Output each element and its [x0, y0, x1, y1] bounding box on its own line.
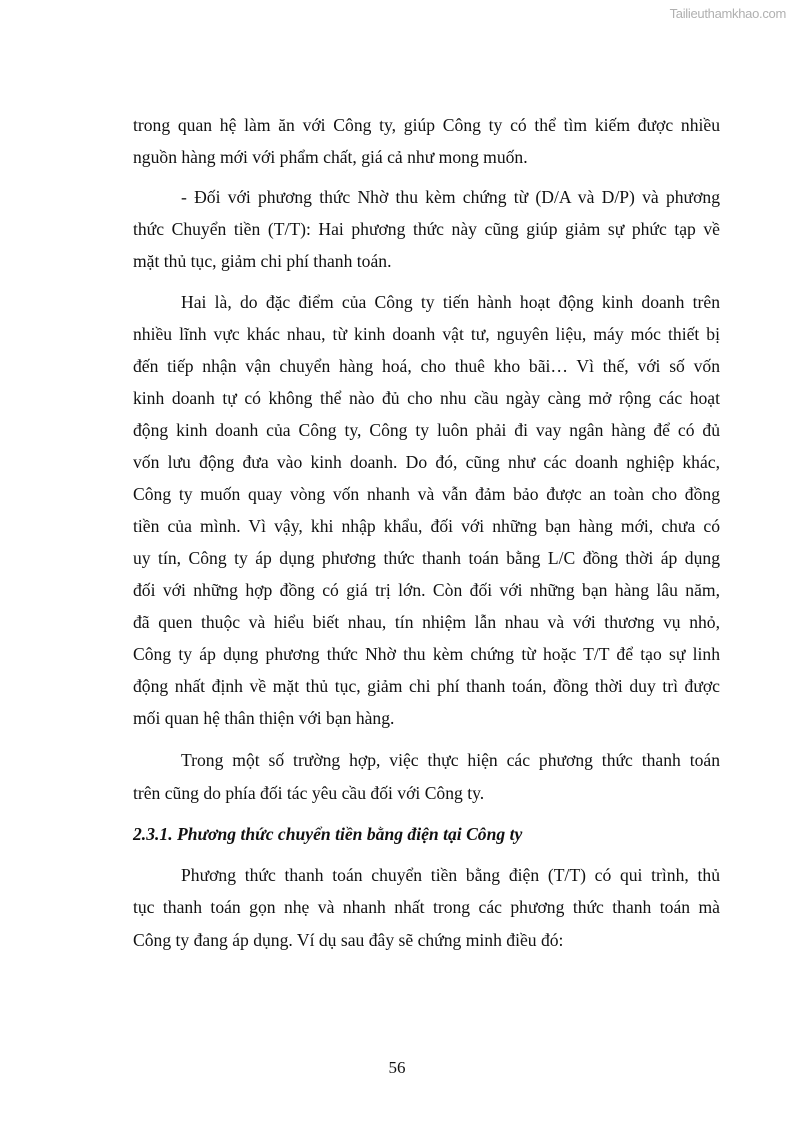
text-line: Phương thức thanh toán chuyển tiền bằng điện (T/T) có qui trình, thủ: [181, 865, 720, 885]
text-line: Công ty áp dụng phương thức Nhờ thu kèm chứng từ hoặc T/T để tạo sự linh: [133, 644, 720, 664]
page-number: 56: [388, 1058, 406, 1077]
text-line: đối với những hợp đồng có giá trị lớn. Còn đối với những bạn hàng lâu năm,: [133, 580, 720, 600]
watermark: Tailieuthamkhao.com: [669, 6, 786, 21]
text-line: kinh doanh tự có không thể nào đủ cho nhu cầu ngày càng mở rộng các hoạt: [133, 388, 720, 408]
text-line: vốn lưu động đưa vào kinh doanh. Do đó, cũng như các doanh nghiệp khác,: [133, 452, 720, 472]
text-line: trên cũng do phía đối tác yêu cầu đối với Công ty.: [133, 783, 485, 803]
text-line: Công ty đang áp dụng. Ví dụ sau đây sẽ chứng minh điều đó:: [133, 930, 564, 950]
text-line: nguồn hàng mới với phẩm chất, giá cả như mong muốn.: [133, 147, 528, 167]
text-line: động kinh doanh của Công ty, Công ty luôn phải đi vay ngân hàng để có đủ: [133, 420, 720, 440]
text-line: đến tiếp nhận vận chuyển hàng hoá, cho thuê kho bãi… Vì thế, với số vốn: [133, 356, 720, 376]
text-line: mặt thủ tục, giảm chi phí thanh toán.: [133, 251, 392, 271]
text-line: trong quan hệ làm ăn với Công ty, giúp Công ty có thể tìm kiếm được nhiều: [133, 115, 720, 135]
text-line: nhiều lĩnh vực khác nhau, từ kinh doanh vật tư, nguyên liệu, máy móc thiết bị: [133, 324, 720, 344]
text-line: mối quan hệ thân thiện với bạn hàng.: [133, 708, 395, 728]
text-line: Trong một số trường hợp, việc thực hiện các phương thức thanh toán: [181, 750, 720, 770]
section-heading: 2.3.1. Phương thức chuyển tiền bằng điện tại Công ty: [133, 824, 523, 844]
text-line: thức Chuyển tiền (T/T): Hai phương thức này cũng giúp giảm sự phức tạp về: [133, 219, 720, 239]
text-line: Công ty muốn quay vòng vốn nhanh và vẫn đảm bảo được an toàn cho đồng: [133, 484, 720, 504]
text-line: đã quen thuộc và hiểu biết nhau, tín nhiệm lẫn nhau và với thương vụ nhỏ,: [133, 612, 720, 632]
text-line: tiền của mình. Vì vậy, khi nhập khẩu, đối với những bạn hàng mới, chưa có: [133, 516, 720, 536]
text-line: - Đối với phương thức Nhờ thu kèm chứng từ (D/A và D/P) và phương: [181, 187, 720, 207]
text-line: tục thanh toán gọn nhẹ và nhanh nhất trong các phương thức thanh toán mà: [133, 897, 720, 917]
text-line: uy tín, Công ty áp dụng phương thức thanh toán bằng L/C đồng thời áp dụng: [133, 548, 720, 568]
text-line: động nhất định về mặt thủ tục, giảm chi phí thanh toán, đồng thời duy trì được: [133, 676, 720, 696]
text-line: Hai là, do đặc điểm của Công ty tiến hành hoạt động kinh doanh trên: [181, 292, 720, 312]
